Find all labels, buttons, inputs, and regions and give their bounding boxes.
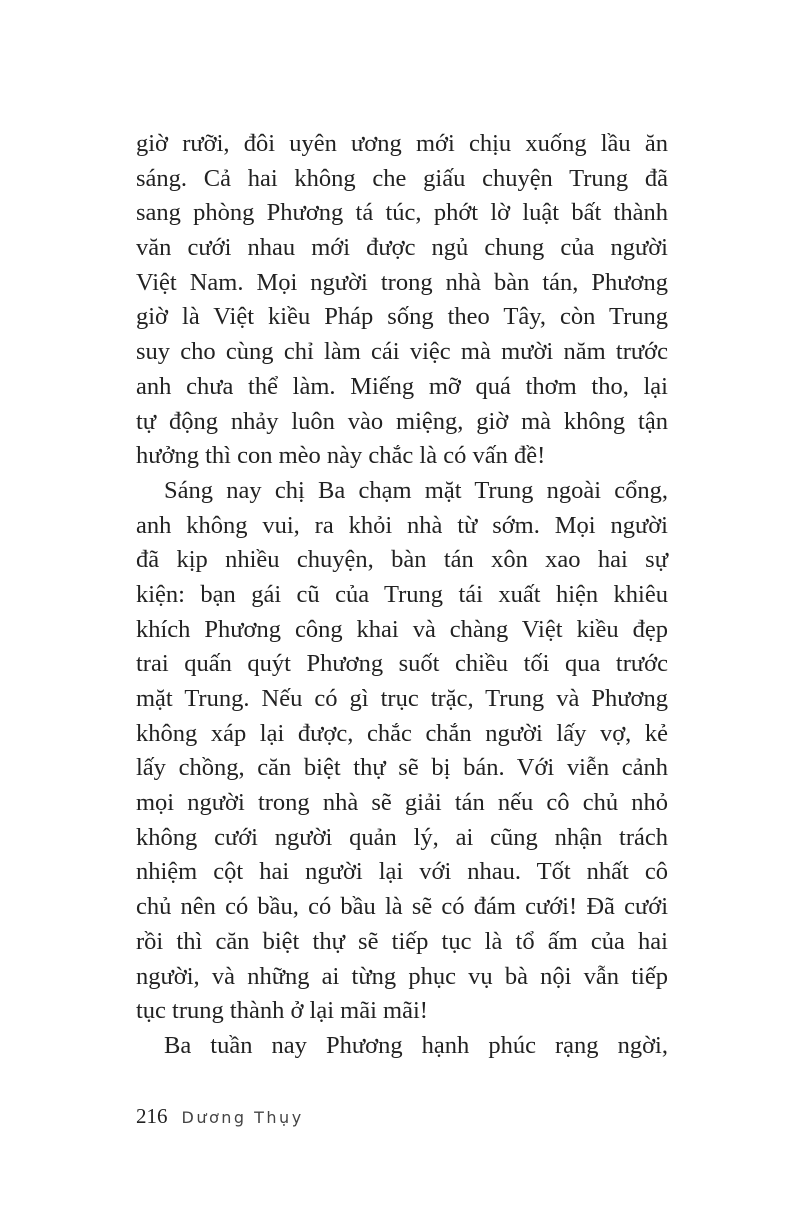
text-line: văn cưới nhau mới được ngủ chung của người bbox=[136, 234, 668, 262]
text-line: giờ là Việt kiều Pháp sống theo Tây, còn Trung bbox=[136, 303, 668, 331]
text-line: hưởng thì con mèo này chắc là có vấn đề! bbox=[136, 442, 546, 470]
text-line: Việt Nam. Mọi người trong nhà bàn tán, Phương bbox=[136, 268, 668, 296]
text-line: anh không vui, ra khỏi nhà từ sớm. Mọi người bbox=[136, 511, 668, 539]
text-line: sáng. Cả hai không che giấu chuyện Trung đã bbox=[136, 164, 668, 192]
text-line: rồi thì căn biệt thự sẽ tiếp tục là tổ ấm của hai bbox=[136, 927, 668, 955]
page-footer bbox=[136, 1104, 304, 1134]
text-line: chủ nên có bầu, có bầu là sẽ có đám cưới! Đã cưới bbox=[136, 893, 668, 921]
text-line: đã kịp nhiều chuyện, bàn tán xôn xao hai sự bbox=[136, 546, 668, 574]
paragraph-2 bbox=[136, 474, 668, 1029]
text-line: tự động nhảy luôn vào miệng, giờ mà không tận bbox=[136, 407, 668, 435]
text-line: nhiệm cột hai người lại với nhau. Tốt nhất cô bbox=[136, 858, 668, 886]
text-line: sang phòng Phương tá túc, phớt lờ luật bất thành bbox=[136, 199, 668, 227]
text-line: anh chưa thể làm. Miếng mỡ quá thơm tho, lại bbox=[136, 372, 668, 400]
text-line: không cưới người quản lý, ai cũng nhận trách bbox=[136, 823, 668, 851]
paragraph-1 bbox=[136, 127, 668, 474]
text-line: kiện: bạn gái cũ của Trung tái xuất hiện khiêu bbox=[136, 580, 668, 608]
text-line: lấy chồng, căn biệt thự sẽ bị bán. Với viễn cảnh bbox=[136, 754, 668, 782]
paragraph-3 bbox=[136, 1029, 668, 1064]
text-line: Sáng nay chị Ba chạm mặt Trung ngoài cổng, bbox=[164, 476, 668, 504]
body-text bbox=[136, 127, 668, 1064]
text-line: người, và những ai từng phục vụ bà nội vẫn tiếp bbox=[136, 962, 668, 990]
page-number: 216 bbox=[136, 1104, 168, 1128]
running-author-name: Dương Thụy bbox=[181, 1108, 304, 1127]
text-line: Ba tuần nay Phương hạnh phúc rạng ngời, bbox=[164, 1031, 668, 1059]
text-line: mọi người trong nhà sẽ giải tán nếu cô chủ nhỏ bbox=[136, 789, 668, 817]
text-line: trai quấn quýt Phương suốt chiều tối qua trước bbox=[136, 650, 668, 678]
text-line: không xáp lại được, chắc chắn người lấy vợ, kẻ bbox=[136, 719, 668, 747]
text-line: khích Phương công khai và chàng Việt kiều đẹp bbox=[136, 615, 668, 643]
text-line: suy cho cùng chỉ làm cái việc mà mười năm trước bbox=[136, 338, 668, 366]
text-line: mặt Trung. Nếu có gì trục trặc, Trung và Phương bbox=[136, 685, 668, 712]
text-line: giờ rưỡi, đôi uyên ương mới chịu xuống lầu ăn bbox=[136, 130, 668, 157]
text-line: tục trung thành ở lại mãi mãi! bbox=[136, 997, 428, 1025]
